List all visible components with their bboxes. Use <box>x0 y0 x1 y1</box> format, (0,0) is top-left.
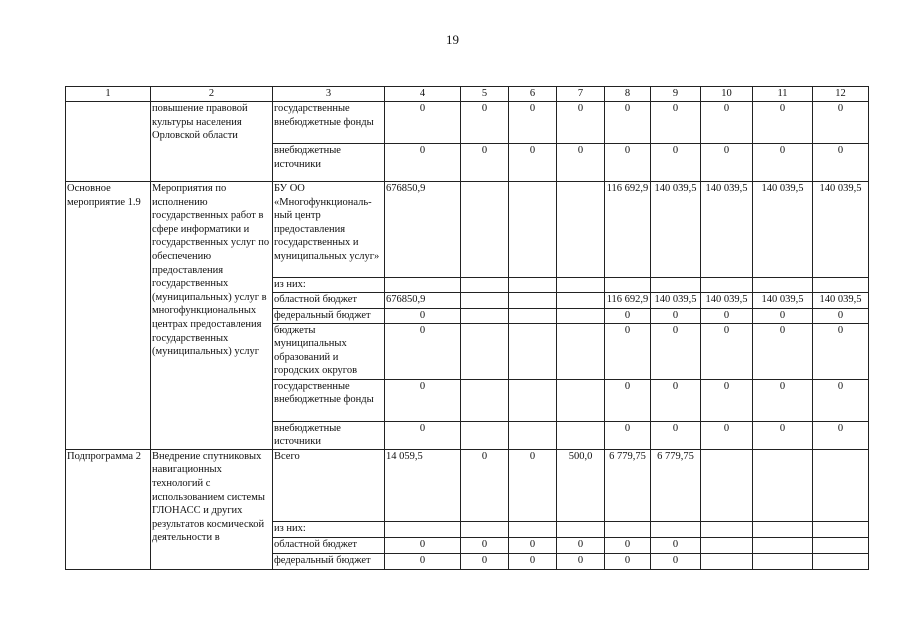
cell-source: из них: <box>273 521 385 537</box>
cell-value <box>557 421 605 449</box>
cell-value <box>557 292 605 308</box>
table-row <box>66 182 869 278</box>
column-header: 12 <box>813 87 869 102</box>
cell-value: 0 <box>461 537 509 553</box>
cell-value: 0 <box>461 102 509 144</box>
cell-value <box>753 449 813 521</box>
cell-value: 0 <box>651 323 701 379</box>
cell-value: 0 <box>753 308 813 323</box>
cell-value: 0 <box>651 308 701 323</box>
cell-value <box>509 323 557 379</box>
cell-value: 0 <box>605 537 651 553</box>
cell-value: 0 <box>605 102 651 144</box>
cell-value: 0 <box>753 421 813 449</box>
cell-code <box>66 102 151 182</box>
page-number: 19 <box>446 32 459 47</box>
cell-value <box>461 182 509 278</box>
cell-value <box>813 537 869 553</box>
cell-value: 0 <box>557 537 605 553</box>
cell-value: 0 <box>753 144 813 182</box>
cell-value: 0 <box>813 421 869 449</box>
cell-source: из них: <box>273 278 385 293</box>
column-header: 3 <box>273 87 385 102</box>
cell-source: областной бюджет <box>273 292 385 308</box>
cell-source: областной бюджет <box>273 537 385 553</box>
cell-value: 500,0 <box>557 449 605 521</box>
cell-value: 140 039,5 <box>701 292 753 308</box>
cell-source: внебюджетные источники <box>273 421 385 449</box>
cell-value <box>557 379 605 421</box>
column-header: 7 <box>557 87 605 102</box>
cell-value: 0 <box>461 144 509 182</box>
cell-value <box>557 308 605 323</box>
column-header: 5 <box>461 87 509 102</box>
cell-value: 14 059,5 <box>385 449 461 521</box>
cell-value: 140 039,5 <box>813 292 869 308</box>
cell-value <box>509 421 557 449</box>
column-header: 1 <box>66 87 151 102</box>
cell-source: бюджеты муниципальных образований и городских округов <box>273 323 385 379</box>
cell-value <box>701 449 753 521</box>
cell-value: 0 <box>753 379 813 421</box>
cell-value: 676850,9 <box>385 292 461 308</box>
cell-value: 140 039,5 <box>651 182 701 278</box>
cell-value: 0 <box>557 553 605 569</box>
cell-value <box>461 421 509 449</box>
cell-value: 0 <box>385 323 461 379</box>
cell-value: 0 <box>753 323 813 379</box>
cell-value <box>701 537 753 553</box>
cell-value: 116 692,9 <box>605 292 651 308</box>
cell-value: 0 <box>605 323 651 379</box>
cell-code: Подпрограмма 2 <box>66 449 151 569</box>
cell-value <box>509 379 557 421</box>
cell-value: 6 779,75 <box>651 449 701 521</box>
cell-value: 140 039,5 <box>753 182 813 278</box>
cell-value: 0 <box>701 323 753 379</box>
cell-value: 0 <box>605 144 651 182</box>
cell-value: 0 <box>813 323 869 379</box>
cell-value: 116 692,9 <box>605 182 651 278</box>
cell-value <box>557 323 605 379</box>
budget-table <box>65 86 869 570</box>
cell-value <box>461 323 509 379</box>
cell-code: Основное мероприятие 1.9 <box>66 182 151 450</box>
cell-source: федеральный бюджет <box>273 553 385 569</box>
cell-source: внебюджетные источники <box>273 144 385 182</box>
cell-title: Внедрение спутниковых навигационных технологий с использованием системы ГЛОНАСС и других результатов космической деятельности в <box>151 449 273 569</box>
cell-title: повышение правовой культуры населения Орловской области <box>151 102 273 182</box>
table-row <box>66 102 869 144</box>
cell-value: 0 <box>651 379 701 421</box>
cell-value: 0 <box>701 379 753 421</box>
cell-value <box>813 553 869 569</box>
cell-value: 0 <box>651 144 701 182</box>
cell-value: 0 <box>813 379 869 421</box>
cell-value: 0 <box>461 553 509 569</box>
cell-value <box>509 308 557 323</box>
cell-value: 0 <box>509 553 557 569</box>
cell-value <box>461 379 509 421</box>
cell-value: 676850,9 <box>385 182 461 278</box>
cell-source: государственные внебюджетные фонды <box>273 102 385 144</box>
cell-value: 0 <box>813 102 869 144</box>
table-row <box>66 449 869 521</box>
cell-value: 140 039,5 <box>651 292 701 308</box>
cell-value: 0 <box>813 308 869 323</box>
cell-value: 0 <box>385 308 461 323</box>
cell-value: 0 <box>813 144 869 182</box>
cell-source: Всего <box>273 449 385 521</box>
cell-value: 0 <box>701 144 753 182</box>
cell-value: 0 <box>701 421 753 449</box>
cell-source: федеральный бюджет <box>273 308 385 323</box>
cell-value: 0 <box>509 537 557 553</box>
cell-value: 0 <box>509 449 557 521</box>
cell-value: 0 <box>605 553 651 569</box>
cell-value: 6 779,75 <box>605 449 651 521</box>
cell-value <box>701 553 753 569</box>
cell-value: 140 039,5 <box>753 292 813 308</box>
cell-value: 0 <box>385 144 461 182</box>
column-header: 6 <box>509 87 557 102</box>
cell-value: 0 <box>605 308 651 323</box>
cell-value: 0 <box>651 537 701 553</box>
cell-value: 0 <box>701 308 753 323</box>
cell-value: 0 <box>509 102 557 144</box>
cell-value: 0 <box>461 449 509 521</box>
column-header: 2 <box>151 87 273 102</box>
cell-value <box>753 537 813 553</box>
cell-value: 0 <box>605 421 651 449</box>
cell-value: 0 <box>651 102 701 144</box>
cell-value: 0 <box>385 421 461 449</box>
cell-value: 0 <box>385 537 461 553</box>
cell-value: 0 <box>651 553 701 569</box>
cell-value: 0 <box>385 102 461 144</box>
header-row <box>66 87 869 102</box>
cell-value <box>509 182 557 278</box>
cell-value: 0 <box>557 144 605 182</box>
cell-value: 0 <box>509 144 557 182</box>
cell-value <box>557 182 605 278</box>
column-header: 4 <box>385 87 461 102</box>
cell-title: Мероприятия по исполнению государственных работ в сфере информатики и государственных услуг по обеспечению предоставления государственных (муниципальных) услуг в многофункциональных центрах предоставления государственных (муниципальных) услуг <box>151 182 273 450</box>
cell-value: 0 <box>385 553 461 569</box>
column-header: 9 <box>651 87 701 102</box>
cell-value: 140 039,5 <box>701 182 753 278</box>
cell-source: БУ ОО «Многофункциональ-ный центр предоставления государственных и муниципальных услуг» <box>273 182 385 278</box>
cell-value: 0 <box>701 102 753 144</box>
cell-value: 0 <box>605 379 651 421</box>
cell-value: 0 <box>753 102 813 144</box>
cell-source: государственные внебюджетные фонды <box>273 379 385 421</box>
cell-value: 0 <box>557 102 605 144</box>
cell-value <box>461 308 509 323</box>
cell-value <box>509 292 557 308</box>
cell-value: 0 <box>651 421 701 449</box>
cell-value <box>813 449 869 521</box>
column-header: 11 <box>753 87 813 102</box>
cell-value: 0 <box>385 379 461 421</box>
column-header: 10 <box>701 87 753 102</box>
cell-value <box>753 553 813 569</box>
cell-value <box>461 292 509 308</box>
column-header: 8 <box>605 87 651 102</box>
cell-value: 140 039,5 <box>813 182 869 278</box>
